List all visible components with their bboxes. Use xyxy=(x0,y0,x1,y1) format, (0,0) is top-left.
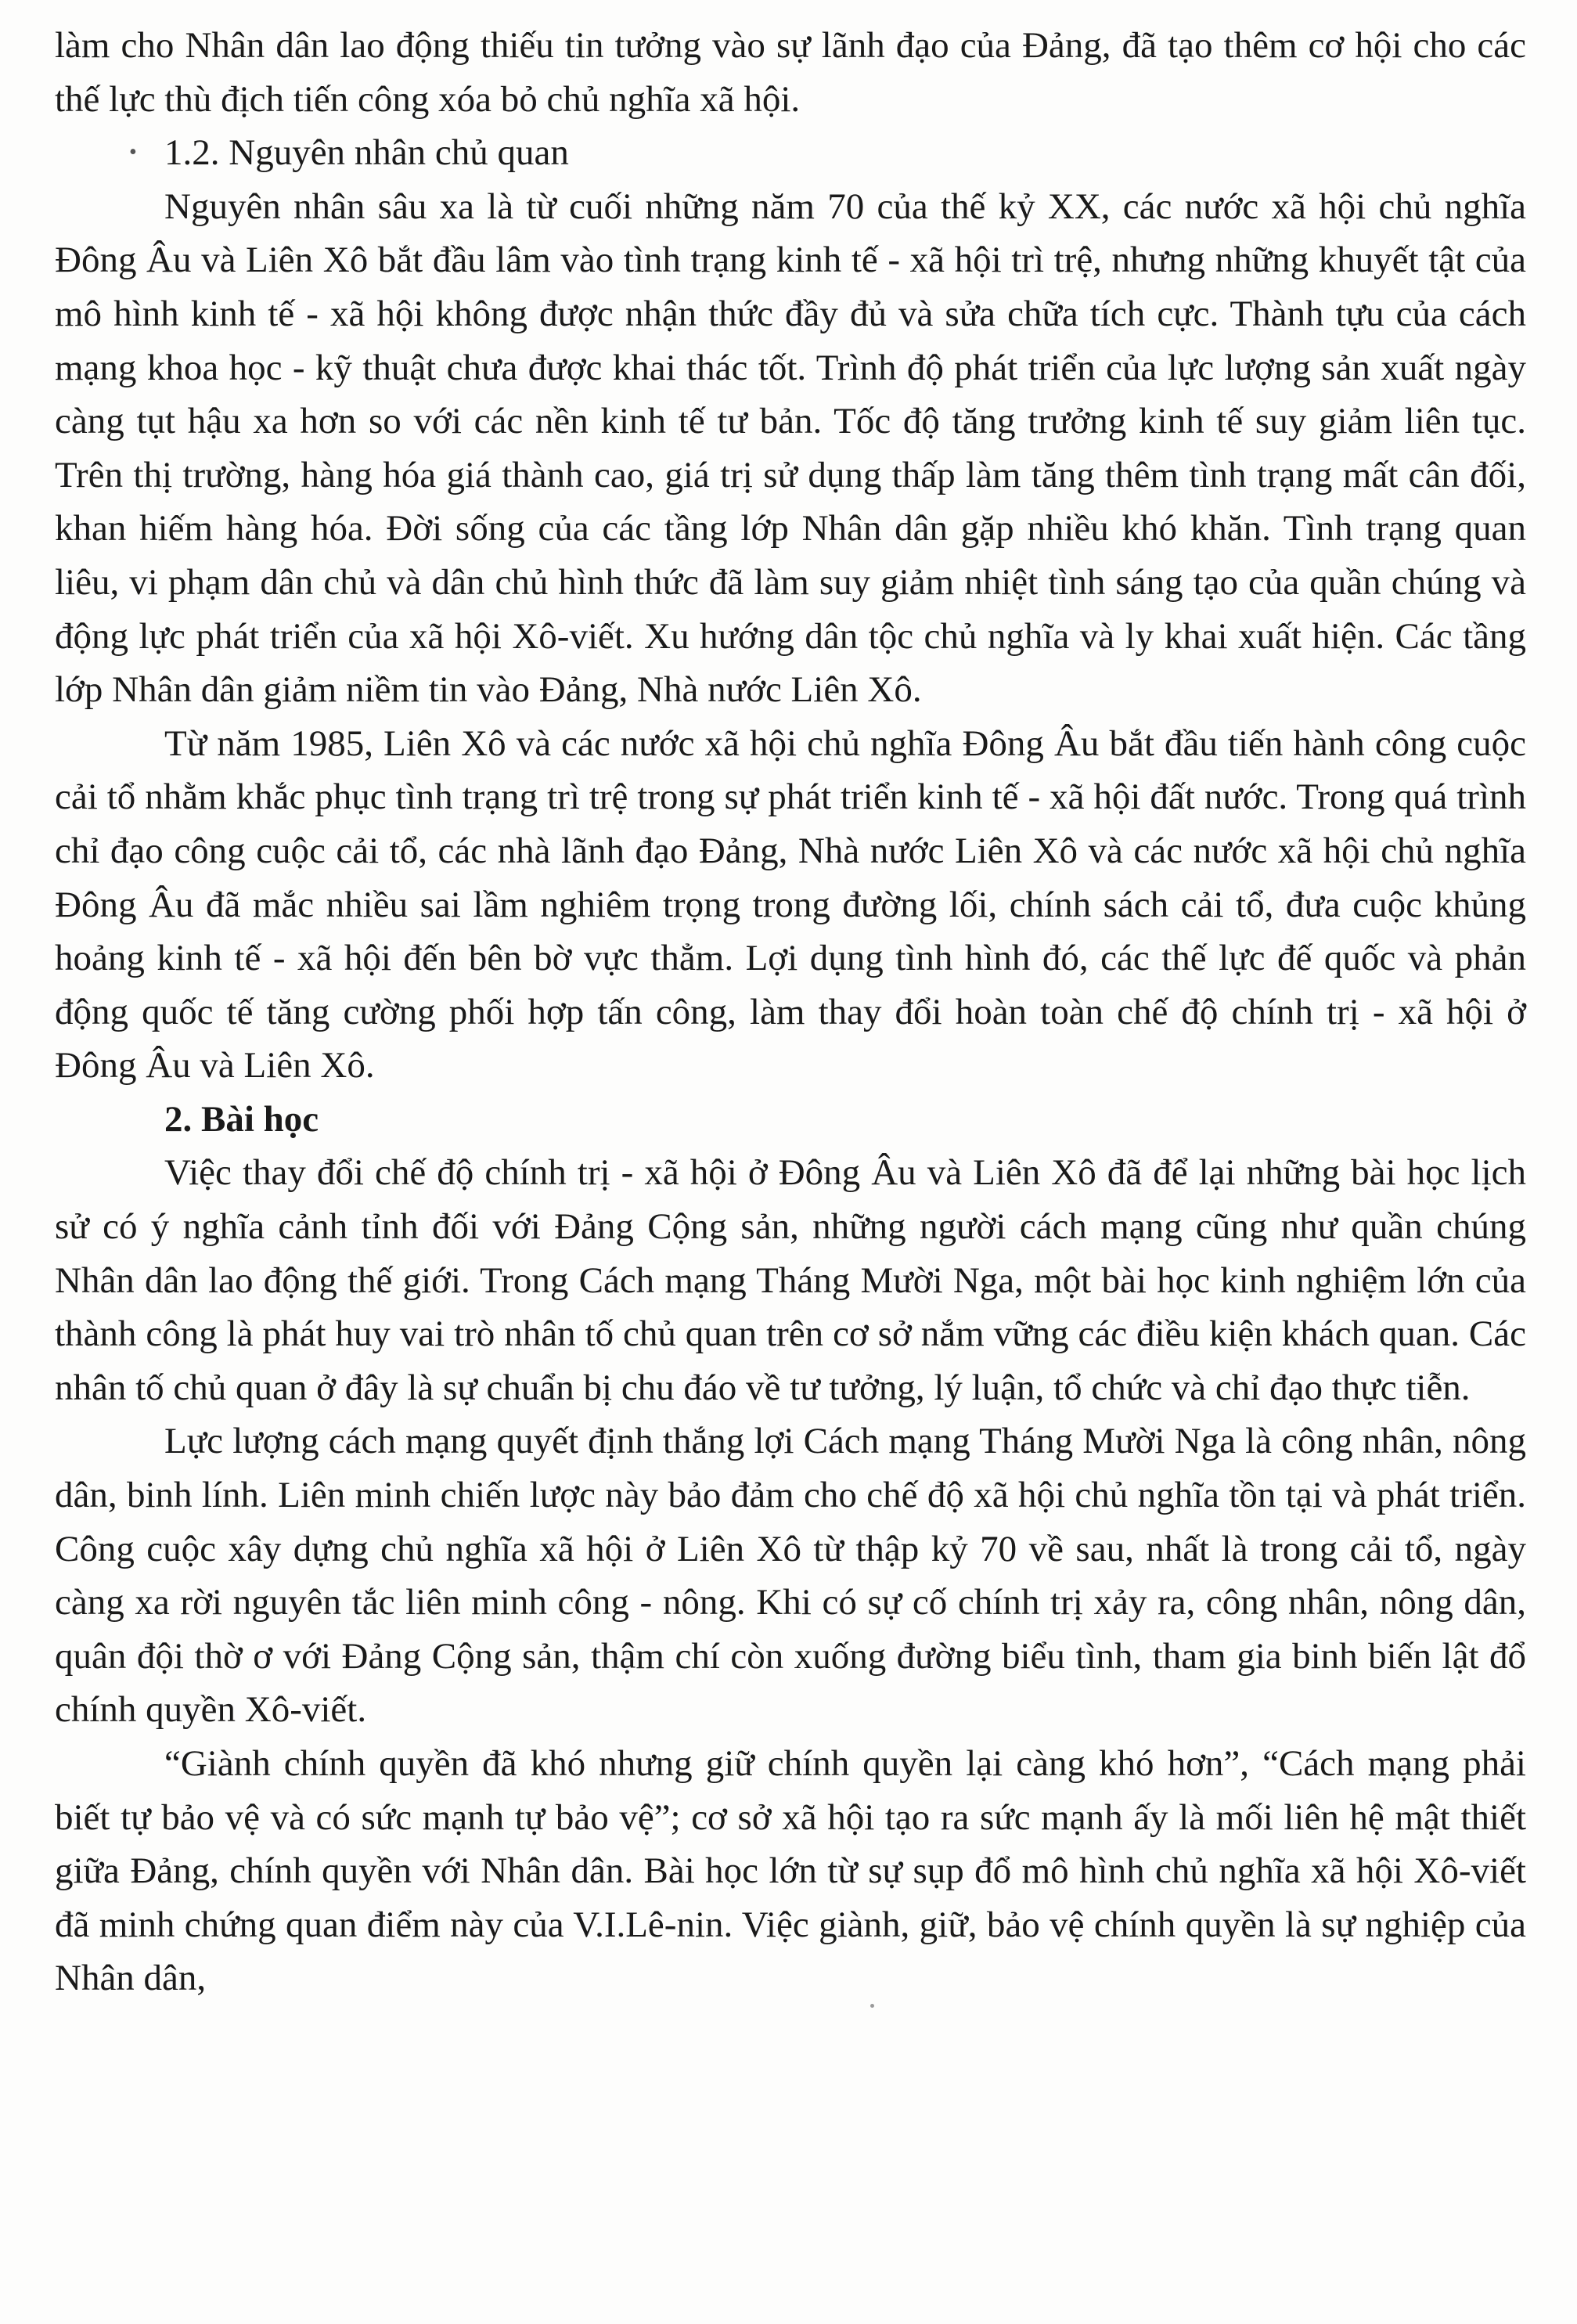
paragraph-revolutionary-forces: Lực lượng cách mạng quyết định thắng lợi Cách mạng Tháng Mười Nga là công nhân, nông dân, binh lính. Liên minh chiến lược này bảo đảm cho chế độ xã hội chủ nghĩa tồn tại và phát triển. Công cuộc xây dựng chủ nghĩa xã hội ở Liên Xô từ thập kỷ 70 về sau, nhất là trong cải tổ, ngày càng xa rời nguyên tắc liên minh công - nông. Khi có sự cố chính trị xảy ra, công nhân, nông dân, quân đội thờ ơ với Đảng Cộng sản, thậm chí còn xuống đường biểu tình, tham gia binh biến lật đổ chính quyền Xô-viết. xyxy=(55,1421,1526,1731)
bullet-mark: • xyxy=(129,140,137,165)
scan-speck xyxy=(870,2004,874,2008)
section-heading-1-2-text: 1.2. Nguyên nhân chủ quan xyxy=(164,132,569,174)
paragraph-continuation: làm cho Nhân dân lao động thiếu tin tưởng vào sự lãnh đạo của Đảng, đã tạo thêm cơ hội cho các thế lực thù địch tiến công xóa bỏ chủ nghĩa xã hội. xyxy=(55,25,1526,120)
section-heading-2-text: 2. Bài học xyxy=(164,1098,319,1140)
paragraph-protect-power: “Giành chính quyền đã khó nhưng giữ chính quyền lại càng khó hơn”, “Cách mạng phải biết tự bảo vệ và có sức mạnh tự bảo vệ”; cơ sở xã hội tạo ra sức mạnh ấy là mối liên hệ mật thiết giữa Đảng, chính quyền với Nhân dân. Bài học lớn từ sự sụp đổ mô hình chủ nghĩa xã hội Xô-viết đã minh chứng quan điểm này của V.I.Lê-nin. Việc giành, giữ, bảo vệ chính quyền là sự nghiệp của Nhân dân, xyxy=(55,1743,1526,1999)
section-heading-1-2 xyxy=(55,126,1526,180)
paragraph-perestroika: Từ năm 1985, Liên Xô và các nước xã hội chủ nghĩa Đông Âu bắt đầu tiến hành công cuộc cải tổ nhằm khắc phục tình trạng trì trệ trong sự phát triển kinh tế - xã hội đất nước. Trong quá trình chỉ đạo công cuộc cải tổ, các nhà lãnh đạo Đảng, Nhà nước Liên Xô và các nước xã hội chủ nghĩa Đông Âu đã mắc nhiều sai lầm nghiêm trọng trong đường lối, chính sách cải tổ, đưa cuộc khủng hoảng kinh tế - xã hội đến bên bờ vực thẳm. Lợi dụng tình hình đó, các thế lực đế quốc và phản động quốc tế tăng cường phối hợp tấn công, làm thay đổi hoàn toàn chế độ chính trị - xã hội ở Đông Âu và Liên Xô. xyxy=(55,722,1526,1086)
paragraph-lessons-intro: Việc thay đổi chế độ chính trị - xã hội ở Đông Âu và Liên Xô đã để lại những bài học lịch sử có ý nghĩa cảnh tỉnh đối với Đảng Cộng sản, những người cách mạng cũng như quần chúng Nhân dân lao động thế giới. Trong Cách mạng Tháng Mười Nga, một bài học kinh nghiệm lớn của thành công là phát huy vai trò nhân tố chủ quan trên cơ sở nắm vững các điều kiện khách quan. Các nhân tố chủ quan ở đây là sự chuẩn bị chu đáo về tư tưởng, lý luận, tổ chức và chỉ đạo thực tiễn. xyxy=(55,1152,1526,1408)
document-body xyxy=(55,19,1526,2005)
section-heading-2 xyxy=(55,1093,1526,1147)
paragraph-subjective-causes: Nguyên nhân sâu xa là từ cuối những năm 70 của thế kỷ XX, các nước xã hội chủ nghĩa Đông Âu và Liên Xô bắt đầu lâm vào tình trạng kinh tế - xã hội trì trệ, nhưng những khuyết tật của mô hình kinh tế - xã hội không được nhận thức đầy đủ và sửa chữa tích cực. Thành tựu của cách mạng khoa học - kỹ thuật chưa được khai thác tốt. Trình độ phát triển của lực lượng sản xuất ngày càng tụt hậu xa hơn so với các nền kinh tế tư bản. Tốc độ tăng trưởng kinh tế suy giảm liên tục. Trên thị trường, hàng hóa giá thành cao, giá trị sử dụng thấp làm tăng thêm tình trạng mất cân đối, khan hiếm hàng hóa. Đời sống của các tầng lớp Nhân dân gặp nhiều khó khăn. Tình trạng quan liêu, vi phạm dân chủ và dân chủ hình thức đã làm suy giảm nhiệt tình sáng tạo của quần chúng và động lực phát triển của xã hội Xô-viết. Xu hướng dân tộc chủ nghĩa và ly khai xuất hiện. Các tầng lớp Nhân dân giảm niềm tin vào Đảng, Nhà nước Liên Xô. xyxy=(55,186,1526,711)
